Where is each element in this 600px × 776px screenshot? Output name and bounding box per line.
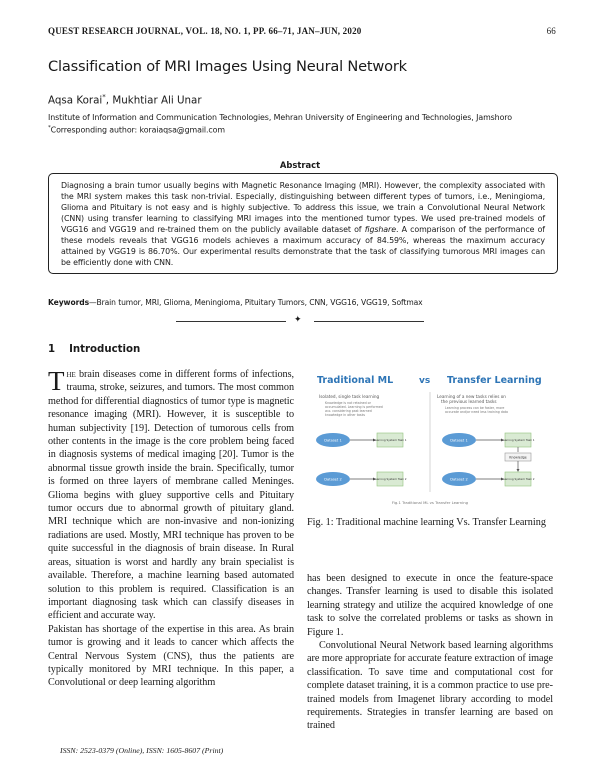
right-column — [307, 572, 553, 733]
fig-left-sub-1: Knowledge is not retained or — [325, 401, 371, 405]
journal-header: QUEST RESEARCH JOURNAL, VOL. 18, NO. 1, PP. 66–71, JAN–JUN, 2020 — [48, 26, 362, 36]
corresponding-author — [48, 123, 558, 136]
paper-title: Classification of MRI Images Using Neural Network — [48, 58, 407, 75]
right-paragraph-1: has been designed to execute in once the feature-space changes. Transfer learning is used to disable this isolated learning strategy and utilize the acquired knowledge of one task to solve the correlated problems or tasks as shown in Figure 1. — [307, 573, 553, 638]
dropcap-smallcaps: he — [66, 369, 76, 380]
corresponding-mark: * — [102, 93, 106, 101]
fig-left-sub-2: accumulated. Learning is performed — [325, 405, 383, 409]
fig-left-bullet: Isolated, single task learning — [319, 394, 380, 399]
fig-right-title: Transfer Learning — [447, 375, 542, 386]
fig-left-sub-4: knowledge in other tasks — [325, 413, 366, 417]
abstract-text-2: . A comparison of the performance of these models reveals that VGG16 models achieves a maximum accuracy of 84.59%, whereas the maximum accuracy attained by VGG19 is 86.70%. Our experimental results demonstrate that the task of classifying tumorous MRI images can be efficiently done with CNN. — [61, 225, 545, 267]
fig-right-sub-1: Learning process can be faster, more — [445, 406, 505, 410]
intro-paragraph-1 — [48, 368, 294, 623]
abstract-box — [48, 173, 558, 274]
fig-right-sub-2: accurate and/or need less training data — [445, 410, 509, 414]
issn-footer: ISSN: 2523-0379 (Online), ISSN: 1605-8607 (Print) — [60, 746, 224, 755]
right-paragraph-2: Convolutional Neural Network based learning algorithms are more appropriate for accurate feature extraction of image classification. To save time and computational cost for complete dataset training, it is a common practice to use pre-trained models from Imagenet library according to model requirements. Strategies in transfer learning are based on trained — [307, 640, 553, 732]
fig-left-dataset-1-label: Dataset 1 — [324, 438, 342, 443]
section-title: Introduction — [69, 344, 141, 355]
keywords — [48, 298, 423, 307]
corresponding-author-text: Corresponding author: koraiaqsa@gmail.com — [50, 125, 225, 135]
fig-right-bullet-2: the previous learned tasks — [441, 399, 497, 404]
affiliation-institute: Institute of Information and Communication Technologies, Mehran University of Engineering and Technologies, Jamshoro — [48, 113, 513, 122]
divider-line-right — [314, 321, 424, 322]
fig-left-dataset-2-label: Dataset 2 — [324, 477, 342, 482]
fig-right-bullet-1: Learning of a new tasks relies on — [437, 394, 506, 399]
fig-inner-footnote: Fig.1 Traditional ML vs Transfer Learning — [391, 500, 469, 505]
fig-right-dataset-1-label: Dataset 1 — [450, 438, 468, 443]
fig-left-task-1-label: Learning System Task 1 — [373, 438, 407, 442]
fig-vs: vs — [419, 376, 431, 386]
section-divider — [176, 315, 424, 325]
fig-knowledge-label: Knowledge — [509, 455, 527, 460]
caption-text: Traditional machine learning Vs. Transfer Learning — [333, 517, 546, 528]
intro-paragraph-1-text: brain diseases come in different forms of infections, trauma, stroke, seizures, and tumors. The most common method for differential diagnostics of tumor type is magnetic resonance imaging (MRI). However, it is susceptible to human subjectivity [19]. Detection of tumorous cells from other contents in the image is the core problem being faced in diagnosis systems of medical imaging [20]. Tumor is the abnormal tissue growth inside the brain. Specifically, tumor is formed on three layers of membrane called Meninges. Glioma begins with gluey supportive cells and Pituitary tumor occurs due to abnormal growth of pituitary gland. MRI technique which are non-invasive and non-ionizing radiations are used. Mostly, MRI technique has proven to be quite successful in the diagnosis of brain disease. In Rural areas, situation is worst and hardly any brain specialist is available. Therefore, a machine learning based automated solution to this problem is required. Classification is an important diagnosing task which can classify diseases in efficient and accurate way. — [48, 369, 294, 622]
figure-traditional-vs-transfer — [307, 362, 553, 510]
affiliation — [48, 112, 558, 136]
author-1: Aqsa Korai — [48, 94, 103, 107]
caption-label: Fig. 1: — [307, 517, 334, 528]
fig-left-task-2-label: Learning System Task 2 — [373, 477, 407, 481]
intro-paragraph-2: Pakistan has shortage of the expertise in this area. As brain tumor is growing and it leads to cancer which affects the Central Nervous System (CNS), thus the patients are typically monitored by MRI technique. In this paper, a Convolutional or deep learning algorithm — [48, 623, 294, 689]
abstract-heading: Abstract — [279, 160, 321, 170]
divider-line-left — [176, 321, 286, 322]
page-number: 66 — [546, 26, 556, 36]
section-number: 1 — [48, 344, 56, 355]
fig-right-arrowhead-down — [517, 469, 520, 472]
running-header — [48, 26, 556, 36]
abstract-text-1: Diagnosing a brain tumor usually begins with Magnetic Resonance Imaging (MRI). However, the complexity associated with the MRI system makes this task non-trivial. Especially, distinguishing between different types of tumors, i.e., Meningioma, Glioma and Pituitary is not easy and is highly subjective. To address this issue, we train a Convolutional Neural Network (CNN) using transfer learning to classifying MRI images into the mentioned tumor types. We used pre-trained models of VGG16 and VGG19 and re-trained them on the publicly available dataset of — [61, 181, 545, 234]
fig-left-sub-3: w.o. considering past learned — [325, 409, 372, 413]
fig-right-task-1-label: Learning System Task 1 — [501, 438, 535, 442]
divider-diamond-icon: ✦ — [294, 315, 302, 325]
author-list — [48, 93, 202, 106]
corresponding-author-mark: * — [48, 125, 51, 131]
author-2: , Mukhtiar Ali Unar — [105, 94, 202, 107]
figure-caption — [307, 516, 553, 529]
abstract-dataset-name: figshare — [364, 225, 396, 234]
section-heading — [48, 344, 140, 355]
fig-right-dataset-2-label: Dataset 2 — [450, 477, 468, 482]
left-column — [48, 368, 294, 690]
fig-right-task-2-label: Learning System Task 2 — [501, 477, 535, 481]
keywords-label: Keywords — [48, 298, 89, 307]
keywords-text: —Brain tumor, MRI, Glioma, Meningioma, Pituitary Tumors, CNN, VGG16, VGG19, Softmax — [88, 298, 423, 307]
fig-left-title: Traditional ML — [317, 375, 394, 386]
dropcap: T — [48, 366, 65, 396]
